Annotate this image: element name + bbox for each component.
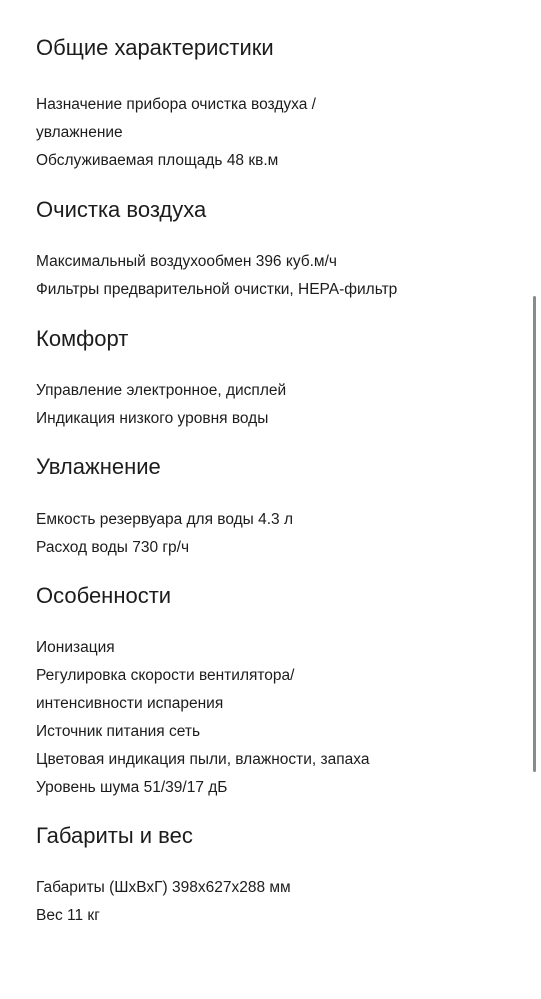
spec-line: Максимальный воздухообмен 396 куб.м/ч xyxy=(36,253,337,270)
section-title-comfort: Комфорт xyxy=(36,326,129,351)
spec-line: Габариты (ШхВхГ) 398x627x288 мм xyxy=(36,879,291,896)
spec-line: Ионизация xyxy=(36,639,115,656)
spec-line: увлажнение xyxy=(36,124,123,141)
spec-line: Индикация низкого уровня воды xyxy=(36,410,269,427)
spec-line: Вес 11 кг xyxy=(36,907,100,924)
spec-line: Расход воды 730 гр/ч xyxy=(36,539,190,556)
spec-line: Регулировка скорости вентилятора/ xyxy=(36,667,295,684)
spec-line: Емкость резервуара для воды 4.3 л xyxy=(36,511,294,528)
spec-line: Управление электронное, дисплей xyxy=(36,382,287,399)
spec-line: Источник питания сеть xyxy=(36,723,201,740)
spec-line: Цветовая индикация пыли, влажности, запаха xyxy=(36,751,370,768)
spec-line: Уровень шума 51/39/17 дБ xyxy=(36,779,228,796)
spec-line: Обслуживаемая площадь 48 кв.м xyxy=(36,152,279,169)
section-title-humidification: Увлажнение xyxy=(36,454,161,479)
vertical-scrollbar[interactable] xyxy=(533,296,536,772)
section-title-features: Особенности xyxy=(36,583,172,608)
spec-line: интенсивности испарения xyxy=(36,695,224,712)
section-title-general: Общие характеристики xyxy=(36,35,274,60)
spec-line: Фильтры предварительной очистки, HEPA-фильтр xyxy=(36,281,398,298)
spec-line: Назначение прибора очистка воздуха / xyxy=(36,96,316,113)
section-title-air-cleaning: Очистка воздуха xyxy=(36,197,207,222)
section-title-dimensions-weight: Габариты и вес xyxy=(36,823,193,848)
